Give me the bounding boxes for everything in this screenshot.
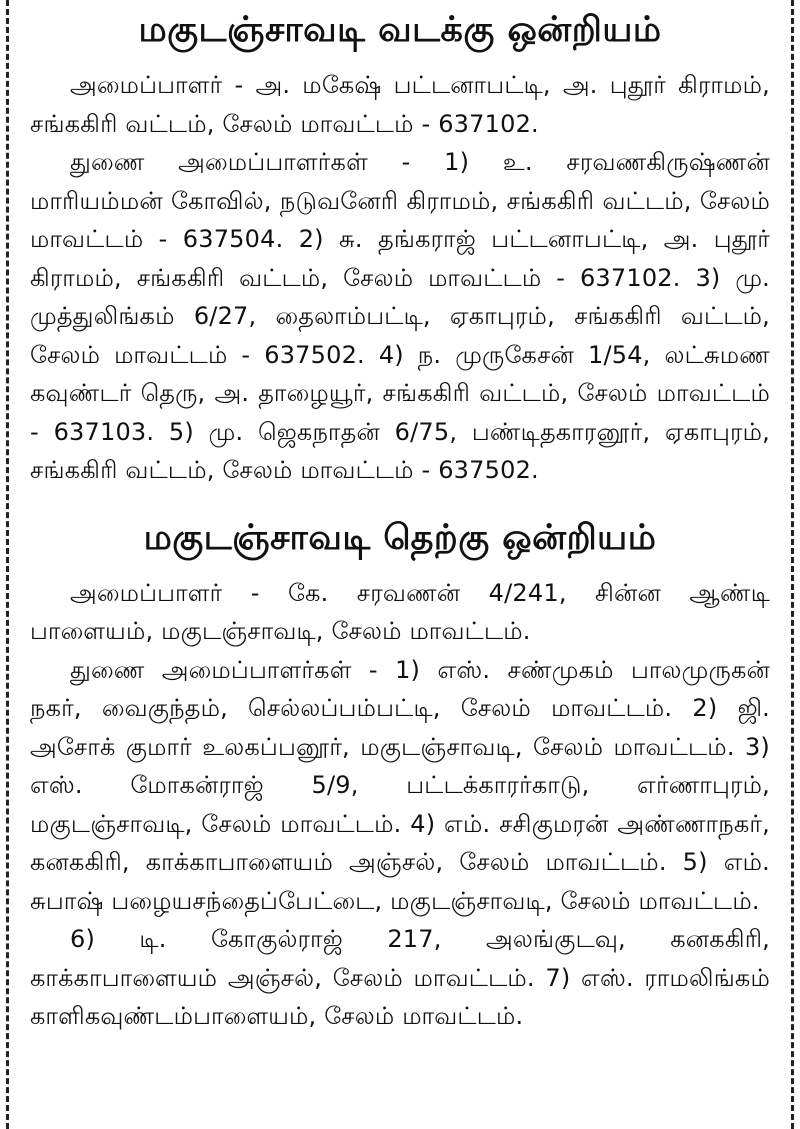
deputy-organizers-paragraph-north: துணை அமைப்பாளர்கள் - 1) உ. சரவணகிருஷ்ணன் மாரியம்மன் கோவில், நடுவனேரி கிராமம், சங்ககிரி வட்டம், சேலம் மாவட்டம் - 637504. 2) சு. தங்கராஜ் பட்டனாபட்டி, அ. புதூர் கிராமம், சங்ககிரி வட்டம், சேலம் மாவட்டம் - 637102. 3) மு. முத்துலிங்கம் 6/27, தைலாம்பட்டி, ஏகாபுரம், சங்ககிரி வட்டம், சேலம் மாவட்டம் - 637502. 4) ந. முருகேசன் 1/54, லட்சுமண கவுண்டர் தெரு, அ. தாழையூர், சங்ககிரி வட்டம், சேலம் மாவட்டம் - 637103. 5) மு. ஜெகநாதன் 6/75, பண்டிதகாரனூர், ஏகாபுரம், சங்ககிரி வட்டம், சேலம் மாவட்டம் - 637502. bbox=[30, 148, 770, 484]
organizer-paragraph-north: அமைப்பாளர் - அ. மகேஷ் பட்டனாபட்டி, அ. புதூர் கிராமம், சங்ககிரி வட்டம், சேலம் மாவட்டம் - 637102. bbox=[30, 71, 770, 138]
article-column bbox=[30, 4, 770, 1129]
deputy-organizers-continued-south: 6) டி. கோகுல்ராஜ் 217, அலங்குடவு, கனககிரி, காக்காபாளையம் அஞ்சல், சேலம் மாவட்டம். 7) எஸ். ராமலிங்கம் காளிகவுண்டம்பாளையம், சேலம் மாவட்டம். bbox=[30, 925, 770, 1030]
left-dashed-border bbox=[6, 0, 9, 1129]
section-heading-north-union: மகுடஞ்சாவடி வடக்கு ஒன்றியம் bbox=[138, 10, 662, 50]
organizer-paragraph-south: அமைப்பாளர் - கே. சரவணன் 4/241, சின்ன ஆண்டி பாளையம், மகுடஞ்சாவடி, சேலம் மாவட்டம். bbox=[30, 578, 770, 645]
section-heading-south-union: மகுடஞ்சாவடி தெற்கு ஒன்றியம் bbox=[143, 517, 657, 558]
right-dashed-border bbox=[791, 0, 794, 1129]
deputy-organizers-paragraph-south: துணை அமைப்பாளர்கள் - 1) எஸ். சண்முகம் பாலமுருகன் நகர், வைகுந்தம், செல்லப்பம்பட்டி, சேலம் மாவட்டம். 2) ஜி. அசோக் குமார் உலகப்பனூர், மகுடஞ்சாவடி, சேலம் மாவட்டம். 3) எஸ். மோகன்ராஜ் 5/9, பட்டக்காரர்காடு, எர்ணாபுரம், மகுடஞ்சாவடி, சேலம் மாவட்டம். 4) எம். சசிகுமரன் அண்ணாநகர், கனககிரி, காக்காபாளையம் அஞ்சல், சேலம் மாவட்டம். 5) எம். சுபாஷ் பழையசந்தைப்பேட்டை, மகுடஞ்சாவடி, சேலம் மாவட்டம். bbox=[30, 655, 770, 915]
